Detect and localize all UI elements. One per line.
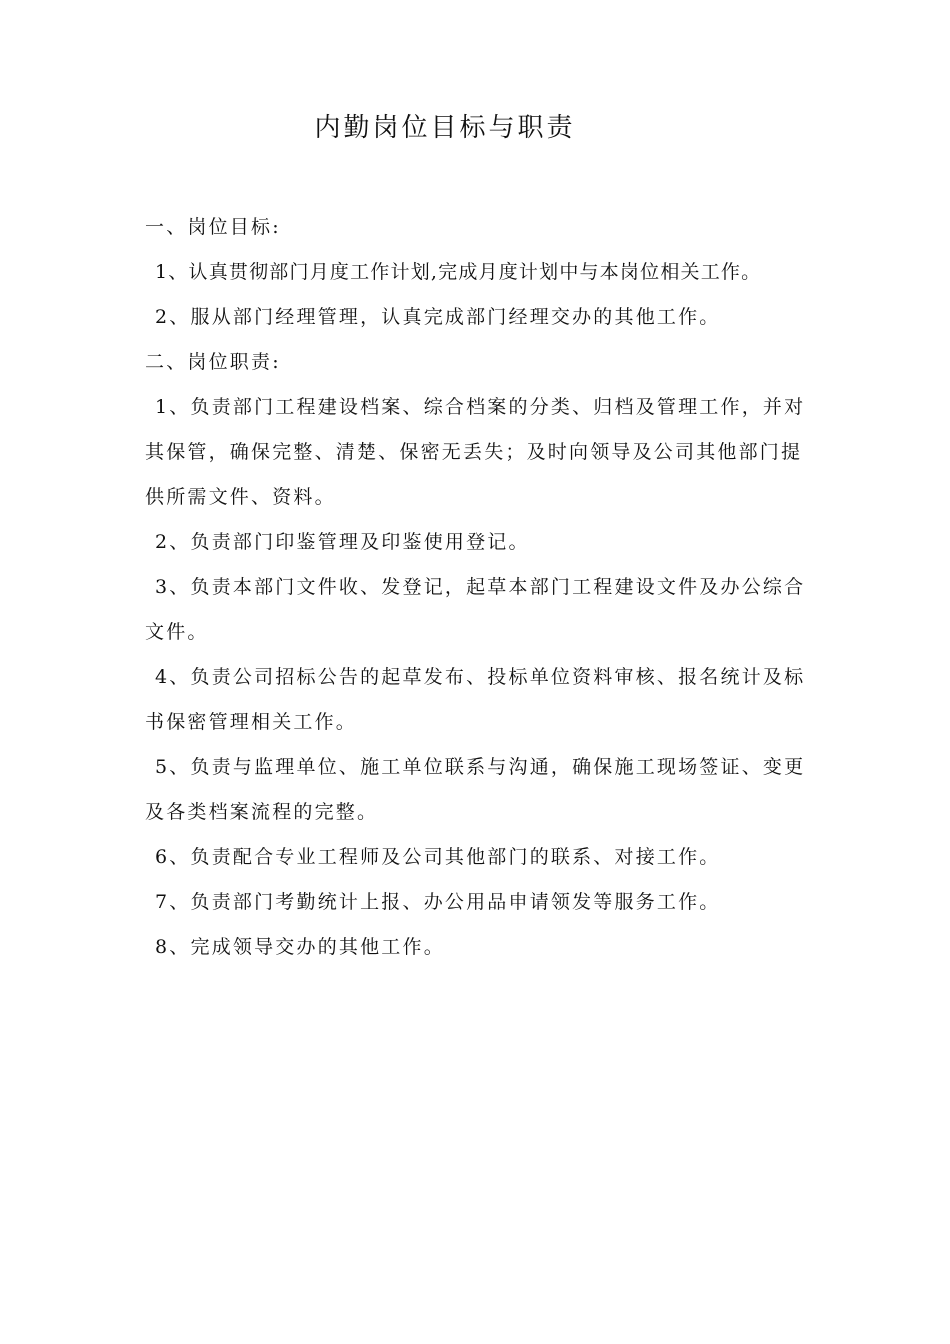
duty-item-1: 1、负责部门工程建设档案、综合档案的分类、归档及管理工作，并对其保管，确保完整、清楚、保密无丢失；及时向领导及公司其他部门提供所需文件、资料。	[145, 396, 806, 508]
duty-item-7: 7、负责部门考勤统计上报、办公用品申请领发等服务工作。	[155, 891, 721, 913]
duty-item-3: 3、负责本部门文件收、发登记，起草本部门工程建设文件及办公综合文件。	[145, 576, 806, 643]
goal-item-2: 2、服从部门经理管理，认真完成部门经理交办的其他工作。	[155, 306, 721, 328]
duty-item-2: 2、负责部门印鉴管理及印鉴使用登记。	[155, 531, 530, 553]
document-title: 内勤岗位目标与职责	[314, 113, 576, 143]
duty-item-8: 8、完成领导交办的其他工作。	[155, 936, 445, 958]
duty-item-5: 5、负责与监理单位、施工单位联系与沟通，确保施工现场签证、变更及各类档案流程的完整。	[145, 756, 806, 823]
section-heading-duties: 二、岗位职责:	[145, 351, 281, 373]
goal-item-1: 1、认真贯彻部门月度工作计划,完成月度计划中与本岗位相关工作。	[155, 261, 762, 283]
section-heading-goals: 一、岗位目标:	[145, 216, 281, 238]
document-body	[145, 205, 817, 970]
duty-item-6: 6、负责配合专业工程师及公司其他部门的联系、对接工作。	[155, 846, 721, 868]
duty-item-4: 4、负责公司招标公告的起草发布、投标单位资料审核、报名统计及标书保密管理相关工作。	[145, 666, 806, 733]
